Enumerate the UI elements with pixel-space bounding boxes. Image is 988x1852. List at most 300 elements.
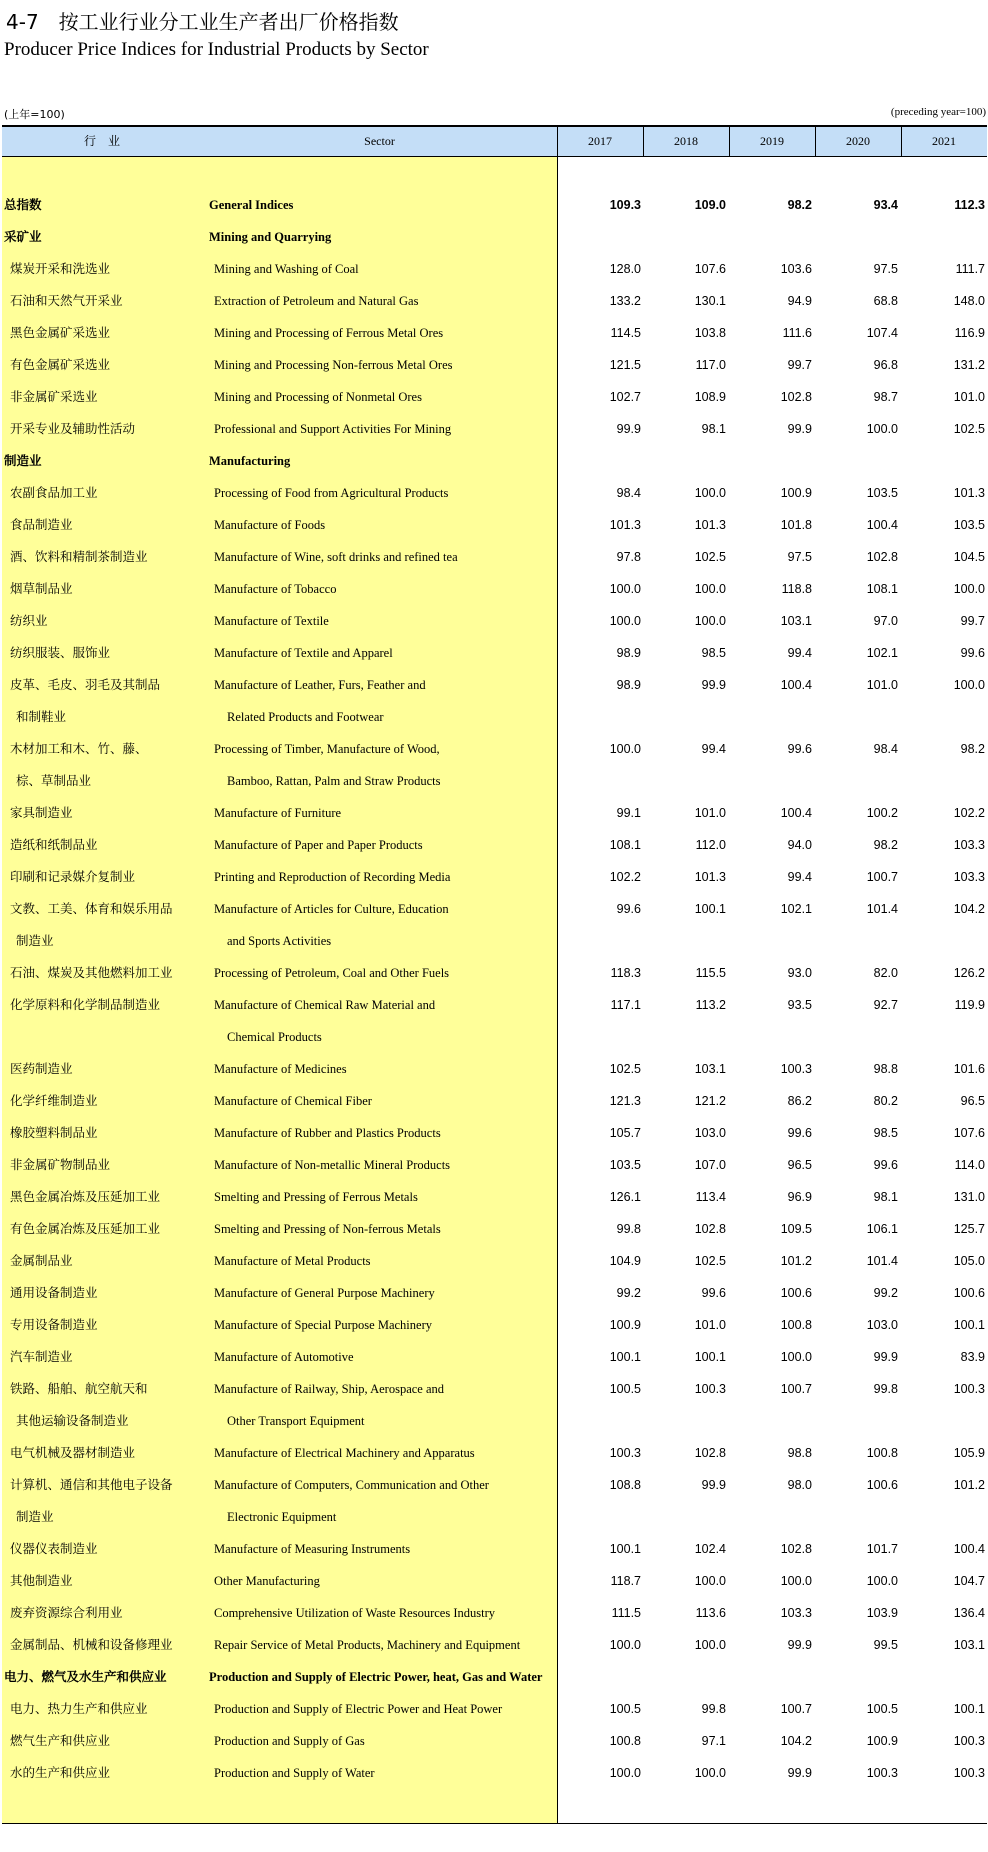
sector-name-chinese: 农副食品加工业 — [10, 485, 98, 500]
table-row — [0, 637, 988, 669]
index-value-2021: 100.6 — [953, 1286, 985, 1300]
index-value-2018: 100.0 — [694, 486, 726, 500]
index-value-2021: 101.6 — [953, 1062, 985, 1076]
table-row — [0, 221, 988, 253]
index-value-2019: 94.9 — [787, 294, 812, 308]
index-value-2018: 115.5 — [695, 966, 726, 980]
sector-name-english: Processing of Timber, Manufacture of Wood, — [214, 742, 440, 756]
index-value-2019: 98.2 — [787, 198, 812, 212]
index-value-2021: 96.5 — [960, 1094, 985, 1108]
table-row — [0, 733, 988, 788]
index-value-2019: 100.3 — [780, 1062, 812, 1076]
table-row — [0, 573, 988, 605]
index-value-2018: 100.3 — [694, 1382, 726, 1396]
index-value-2020: 98.7 — [873, 390, 898, 404]
index-value-2017: 101.3 — [609, 518, 641, 532]
table-bottom-rule — [2, 1823, 987, 1824]
sector-name-english: Manufacture of Foods — [214, 518, 326, 532]
index-value-2021: 100.3 — [953, 1382, 985, 1396]
table-row — [0, 957, 988, 989]
index-value-2019: 100.7 — [780, 1702, 812, 1716]
index-value-2017: 121.5 — [609, 358, 641, 372]
table-row — [0, 989, 988, 1044]
index-value-2020: 68.8 — [873, 294, 898, 308]
index-value-2019: 96.9 — [787, 1190, 812, 1204]
sector-name-chinese: 印刷和记录媒介复制业 — [10, 869, 136, 884]
index-value-2021: 136.4 — [953, 1606, 985, 1620]
index-value-2017: 100.5 — [609, 1702, 641, 1716]
sector-name-english-continued: Other Transport Equipment — [227, 1414, 365, 1428]
table-title-english: Producer Price Indices for Industrial Products by Sector — [4, 39, 429, 60]
index-value-2018: 97.1 — [701, 1734, 726, 1748]
index-value-2021: 100.0 — [953, 678, 985, 692]
sector-name-english: Manufacture of Chemical Raw Material and — [214, 998, 436, 1012]
table-row — [0, 1341, 988, 1373]
index-value-2018: 108.9 — [694, 390, 726, 404]
index-value-2019: 111.6 — [782, 326, 812, 340]
sector-name-english-continued: Related Products and Footwear — [227, 710, 384, 724]
sector-name-english: Smelting and Pressing of Non-ferrous Metals — [214, 1222, 441, 1236]
index-value-2018: 102.8 — [694, 1446, 726, 1460]
sector-name-chinese: 木材加工和木、竹、藤、 — [10, 741, 148, 756]
sector-name-chinese-continued: 棕、草制品业 — [16, 773, 92, 788]
index-value-2021: 131.0 — [953, 1190, 985, 1204]
sector-name-chinese: 制造业 — [4, 453, 42, 468]
index-value-2020: 101.7 — [866, 1542, 898, 1556]
table-row — [0, 1117, 988, 1149]
sector-name-chinese: 食品制造业 — [10, 517, 73, 532]
index-value-2019: 86.2 — [787, 1094, 812, 1108]
sector-name-english: Mining and Washing of Coal — [214, 262, 359, 276]
index-value-2021: 112.3 — [954, 198, 985, 212]
index-value-2017: 98.9 — [616, 646, 641, 660]
index-value-2019: 99.9 — [787, 1766, 812, 1780]
index-value-2018: 107.0 — [694, 1158, 726, 1172]
index-value-2020: 103.5 — [866, 486, 898, 500]
index-value-2018: 101.3 — [694, 518, 726, 532]
index-value-2020: 97.5 — [873, 262, 898, 276]
index-value-2021: 104.5 — [953, 550, 985, 564]
sector-name-english: Printing and Reproduction of Recording Media — [214, 870, 451, 884]
sector-name-english: Manufacture of Measuring Instruments — [214, 1542, 411, 1556]
index-value-2020: 100.3 — [866, 1766, 898, 1780]
index-value-2019: 99.6 — [787, 1126, 812, 1140]
index-value-2019: 98.0 — [787, 1478, 812, 1492]
index-value-2017: 100.0 — [609, 742, 641, 756]
sector-name-chinese: 电力、热力生产和供应业 — [10, 1701, 148, 1716]
table-row — [0, 349, 988, 381]
index-value-2018: 103.1 — [694, 1062, 726, 1076]
table-row — [0, 893, 988, 948]
index-value-2018: 112.0 — [695, 838, 726, 852]
sector-name-english: Manufacture of Railway, Ship, Aerospace and — [214, 1382, 445, 1396]
sector-name-chinese: 电气机械及器材制造业 — [10, 1445, 136, 1460]
sector-name-chinese: 金属制品业 — [10, 1253, 73, 1268]
header-year: 2021 — [932, 134, 956, 148]
index-value-2019: 102.8 — [780, 1542, 812, 1556]
sector-name-english: Manufacture of Electrical Machinery and Apparatus — [214, 1446, 475, 1460]
index-value-2017: 99.9 — [616, 422, 641, 436]
index-value-2018: 100.0 — [694, 582, 726, 596]
index-value-2018: 100.0 — [694, 614, 726, 628]
index-value-2021: 99.7 — [960, 614, 985, 628]
sector-name-chinese: 医药制造业 — [10, 1061, 73, 1076]
sector-name-chinese: 其他制造业 — [10, 1573, 73, 1588]
index-value-2018: 98.5 — [701, 646, 726, 660]
index-value-2017: 105.7 — [609, 1126, 641, 1140]
sector-name-english: Manufacture of Metal Products — [214, 1254, 371, 1268]
sector-name-chinese: 有色金属矿采选业 — [10, 357, 111, 372]
index-value-2020: 101.0 — [866, 678, 898, 692]
index-value-2017: 118.3 — [610, 966, 641, 980]
table-row — [0, 381, 988, 413]
sector-name-chinese: 黑色金属冶炼及压延加工业 — [10, 1189, 161, 1204]
index-value-2020: 98.4 — [873, 742, 898, 756]
index-value-2021: 102.2 — [953, 806, 985, 820]
table-row — [0, 1725, 988, 1757]
sector-name-english-continued: Chemical Products — [227, 1030, 322, 1044]
index-value-2021: 100.4 — [953, 1542, 985, 1556]
index-value-2017: 100.9 — [609, 1318, 641, 1332]
index-value-2020: 100.2 — [866, 806, 898, 820]
index-value-2019: 99.9 — [787, 1638, 812, 1652]
sector-name-chinese: 非金属矿物制品业 — [10, 1157, 111, 1172]
table-row — [0, 1053, 988, 1085]
index-value-2017: 111.5 — [611, 1606, 641, 1620]
sector-name-chinese: 烟草制品业 — [10, 581, 73, 596]
index-value-2017: 100.0 — [609, 582, 641, 596]
index-value-2019: 104.2 — [780, 1734, 812, 1748]
index-value-2017: 99.2 — [616, 1286, 641, 1300]
sector-name-english: Manufacture of Furniture — [214, 806, 342, 820]
header-year: 2019 — [760, 134, 784, 148]
sector-name-english: Manufacture of Medicines — [214, 1062, 347, 1076]
index-value-2018: 102.5 — [694, 550, 726, 564]
sector-name-english: Manufacture of Articles for Culture, Education — [214, 902, 449, 916]
index-value-2019: 103.1 — [780, 614, 812, 628]
sector-name-chinese: 石油、煤炭及其他燃料加工业 — [10, 965, 173, 980]
table-row — [0, 253, 988, 285]
sector-name-chinese: 水的生产和供应业 — [10, 1765, 111, 1780]
table-row — [0, 1437, 988, 1469]
index-value-2020: 103.9 — [866, 1606, 898, 1620]
sector-name-english: Manufacture of Special Purpose Machinery — [214, 1318, 432, 1332]
index-value-2019: 99.4 — [787, 646, 812, 660]
index-value-2019: 100.0 — [780, 1574, 812, 1588]
sector-name-english: Production and Supply of Water — [214, 1766, 375, 1780]
sector-name-english: Manufacture of Textile — [214, 614, 329, 628]
sector-name-chinese: 化学纤维制造业 — [10, 1093, 98, 1108]
index-value-2020: 100.9 — [866, 1734, 898, 1748]
index-value-2020: 101.4 — [866, 1254, 898, 1268]
index-value-2021: 103.3 — [953, 870, 985, 884]
index-value-2021: 83.9 — [960, 1350, 985, 1364]
sector-name-english-continued: and Sports Activities — [227, 934, 332, 948]
sector-name-chinese: 化学原料和化学制品制造业 — [10, 997, 161, 1012]
sector-name-english: Manufacture of Chemical Fiber — [214, 1094, 372, 1108]
index-value-2021: 102.5 — [953, 422, 985, 436]
sector-name-chinese: 文教、工美、体育和娱乐用品 — [10, 901, 173, 916]
sector-name-chinese: 有色金属冶炼及压延加工业 — [10, 1221, 161, 1236]
table-row — [0, 413, 988, 445]
index-value-2021: 101.0 — [953, 390, 985, 404]
sector-name-english-continued: Bamboo, Rattan, Palm and Straw Products — [227, 774, 441, 788]
index-value-2019: 93.5 — [787, 998, 812, 1012]
table-row — [0, 797, 988, 829]
sector-name-english: Production and Supply of Electric Power and Heat Power — [214, 1702, 503, 1716]
sector-name-chinese: 家具制造业 — [10, 805, 73, 820]
sector-name-english: Mining and Processing Non-ferrous Metal Ores — [214, 358, 453, 372]
sector-name-chinese: 仪器仪表制造业 — [10, 1541, 98, 1556]
index-value-2021: 119.9 — [954, 998, 985, 1012]
table-row — [0, 1309, 988, 1341]
sector-name-chinese: 酒、饮料和精制茶制造业 — [10, 549, 148, 564]
sector-name-chinese: 总指数 — [4, 197, 42, 212]
index-value-2019: 118.8 — [781, 582, 812, 596]
index-value-2019: 97.5 — [787, 550, 812, 564]
sector-name-chinese: 皮革、毛皮、羽毛及其制品 — [10, 677, 161, 692]
sector-name-chinese: 铁路、船舶、航空航天和 — [10, 1381, 148, 1396]
index-value-2021: 100.1 — [953, 1702, 985, 1716]
sector-name-chinese: 燃气生产和供应业 — [10, 1733, 111, 1748]
index-value-2018: 102.5 — [694, 1254, 726, 1268]
unit-note-chinese: (上年=100) — [4, 108, 65, 121]
index-value-2019: 101.2 — [780, 1254, 812, 1268]
table-row — [0, 477, 988, 509]
index-value-2019: 100.8 — [780, 1318, 812, 1332]
index-value-2020: 100.4 — [866, 518, 898, 532]
index-value-2019: 99.9 — [787, 422, 812, 436]
index-value-2018: 98.1 — [701, 422, 726, 436]
index-value-2017: 99.8 — [616, 1222, 641, 1236]
index-value-2021: 111.7 — [955, 262, 985, 276]
index-value-2021: 131.2 — [953, 358, 985, 372]
index-value-2020: 98.5 — [873, 1126, 898, 1140]
index-value-2019: 103.3 — [780, 1606, 812, 1620]
sector-name-chinese: 橡胶塑料制品业 — [10, 1125, 98, 1140]
table-row — [0, 1629, 988, 1661]
sector-name-chinese: 非金属矿采选业 — [10, 389, 98, 404]
table-row — [0, 285, 988, 317]
sector-name-english: Manufacture of Tobacco — [214, 582, 337, 596]
index-value-2021: 103.1 — [953, 1638, 985, 1652]
table-row — [0, 1565, 988, 1597]
index-value-2017: 126.1 — [609, 1190, 641, 1204]
index-value-2020: 96.8 — [873, 358, 898, 372]
sector-name-chinese: 采矿业 — [4, 229, 42, 244]
index-value-2017: 99.6 — [616, 902, 641, 916]
index-value-2021: 98.2 — [960, 742, 985, 756]
sector-name-english: Comprehensive Utilization of Waste Resources Industry — [214, 1606, 495, 1620]
table-row — [0, 1277, 988, 1309]
index-value-2018: 99.9 — [701, 678, 726, 692]
sector-name-english: Mining and Processing of Ferrous Metal Ores — [214, 326, 444, 340]
index-value-2020: 98.8 — [873, 1062, 898, 1076]
sector-name-chinese: 电力、燃气及水生产和供应业 — [4, 1669, 167, 1684]
index-value-2017: 104.9 — [609, 1254, 641, 1268]
index-value-2021: 116.9 — [954, 326, 985, 340]
sector-name-chinese: 计算机、通信和其他电子设备 — [10, 1477, 173, 1492]
index-value-2020: 108.1 — [866, 582, 898, 596]
index-value-2017: 100.3 — [609, 1446, 641, 1460]
sector-name-english: Manufacture of General Purpose Machinery — [214, 1286, 435, 1300]
table-row — [0, 189, 988, 221]
table-row — [0, 541, 988, 573]
index-value-2019: 100.6 — [780, 1286, 812, 1300]
index-value-2017: 103.5 — [609, 1158, 641, 1172]
index-value-2021: 101.2 — [953, 1478, 985, 1492]
sector-name-english: Manufacture of Computers, Communication and Other — [214, 1478, 489, 1492]
header-year: 2018 — [674, 134, 698, 148]
sector-name-chinese: 造纸和纸制品业 — [10, 837, 98, 852]
sector-name-english: Manufacture of Textile and Apparel — [214, 646, 393, 660]
index-value-2018: 113.2 — [695, 998, 726, 1012]
index-value-2017: 98.9 — [616, 678, 641, 692]
index-value-2020: 99.5 — [873, 1638, 898, 1652]
table-row — [0, 605, 988, 637]
index-value-2017: 100.0 — [609, 614, 641, 628]
index-value-2021: 125.7 — [953, 1222, 985, 1236]
index-value-2018: 130.1 — [694, 294, 726, 308]
table-title-chinese: 4-7 按工业行业分工业生产者出厂价格指数 — [6, 10, 399, 34]
index-value-2020: 82.0 — [873, 966, 898, 980]
index-value-2019: 103.6 — [780, 262, 812, 276]
index-value-2017: 100.5 — [609, 1382, 641, 1396]
index-value-2020: 100.6 — [866, 1478, 898, 1492]
index-value-2017: 99.1 — [616, 806, 641, 820]
header-year: 2020 — [846, 134, 870, 148]
index-value-2018: 107.6 — [694, 262, 726, 276]
index-value-2018: 102.4 — [694, 1542, 726, 1556]
index-value-2021: 100.0 — [953, 582, 985, 596]
index-value-2019: 99.6 — [787, 742, 812, 756]
sector-name-chinese: 金属制品、机械和设备修理业 — [10, 1637, 173, 1652]
table-row — [0, 669, 988, 724]
index-value-2017: 97.8 — [616, 550, 641, 564]
index-value-2019: 93.0 — [787, 966, 812, 980]
index-value-2019: 102.8 — [780, 390, 812, 404]
index-value-2018: 113.6 — [695, 1606, 726, 1620]
table-row — [0, 1373, 988, 1428]
sector-name-chinese: 汽车制造业 — [10, 1349, 73, 1364]
index-value-2020: 97.0 — [873, 614, 898, 628]
index-value-2018: 101.3 — [694, 870, 726, 884]
index-value-2021: 126.2 — [953, 966, 985, 980]
index-value-2017: 102.2 — [609, 870, 641, 884]
table-row — [0, 1213, 988, 1245]
index-value-2017: 128.0 — [609, 262, 641, 276]
index-value-2019: 100.0 — [780, 1350, 812, 1364]
sector-name-chinese-continued: 其他运输设备制造业 — [16, 1413, 129, 1428]
index-value-2020: 99.6 — [873, 1158, 898, 1172]
index-value-2020: 99.2 — [873, 1286, 898, 1300]
index-value-2018: 117.0 — [695, 358, 726, 372]
sector-name-english: Other Manufacturing — [214, 1574, 320, 1588]
index-value-2019: 100.9 — [780, 486, 812, 500]
sector-name-english: Manufacturing — [209, 454, 291, 468]
index-value-2020: 102.1 — [866, 646, 898, 660]
index-value-2019: 101.8 — [780, 518, 812, 532]
sector-name-english: Processing of Food from Agricultural Products — [214, 486, 449, 500]
sector-name-chinese: 专用设备制造业 — [10, 1317, 98, 1332]
index-value-2017: 100.0 — [609, 1766, 641, 1780]
index-value-2021: 104.2 — [953, 902, 985, 916]
index-value-2020: 100.8 — [866, 1446, 898, 1460]
index-value-2019: 109.5 — [780, 1222, 812, 1236]
sector-name-english: Professional and Support Activities For Mining — [214, 422, 452, 436]
table-row — [0, 1469, 988, 1524]
index-value-2019: 100.7 — [780, 1382, 812, 1396]
index-value-2019: 98.8 — [787, 1446, 812, 1460]
table-row — [0, 1533, 988, 1565]
index-value-2018: 99.6 — [701, 1286, 726, 1300]
index-value-2020: 80.2 — [873, 1094, 898, 1108]
index-value-2021: 105.9 — [953, 1446, 985, 1460]
index-value-2021: 107.6 — [953, 1126, 985, 1140]
sector-name-chinese: 煤炭开采和洗选业 — [10, 261, 111, 276]
index-value-2019: 102.1 — [780, 902, 812, 916]
index-value-2018: 100.1 — [694, 902, 726, 916]
index-value-2019: 100.4 — [780, 678, 812, 692]
index-value-2017: 117.1 — [610, 998, 641, 1012]
index-value-2019: 94.0 — [787, 838, 812, 852]
sector-name-english: Manufacture of Wine, soft drinks and refined tea — [214, 550, 458, 564]
index-value-2018: 103.0 — [694, 1126, 726, 1140]
sector-name-chinese-continued: 制造业 — [16, 1509, 54, 1524]
sector-name-english: Manufacture of Leather, Furs, Feather and — [214, 678, 426, 692]
index-value-2020: 100.0 — [866, 422, 898, 436]
sector-name-english: Smelting and Pressing of Ferrous Metals — [214, 1190, 418, 1204]
index-value-2018: 100.1 — [694, 1350, 726, 1364]
index-value-2021: 103.5 — [953, 518, 985, 532]
index-value-2021: 114.0 — [954, 1158, 985, 1172]
index-value-2017: 100.0 — [609, 1638, 641, 1652]
index-value-2017: 109.3 — [609, 198, 641, 212]
index-value-2021: 100.3 — [953, 1734, 985, 1748]
sector-name-chinese: 纺织业 — [10, 613, 48, 628]
index-value-2017: 102.5 — [609, 1062, 641, 1076]
index-value-2018: 102.8 — [694, 1222, 726, 1236]
index-value-2020: 100.5 — [866, 1702, 898, 1716]
index-value-2019: 99.7 — [787, 358, 812, 372]
index-value-2017: 114.5 — [610, 326, 641, 340]
table-row — [0, 1597, 988, 1629]
index-value-2018: 99.4 — [701, 742, 726, 756]
index-value-2020: 100.7 — [866, 870, 898, 884]
index-value-2021: 105.0 — [953, 1254, 985, 1268]
index-value-2017: 100.1 — [609, 1542, 641, 1556]
sector-name-english: Manufacture of Paper and Paper Products — [214, 838, 423, 852]
sector-name-english: Manufacture of Non-metallic Mineral Products — [214, 1158, 451, 1172]
index-value-2017: 98.4 — [616, 486, 641, 500]
table-row — [0, 317, 988, 349]
index-value-2018: 101.0 — [694, 1318, 726, 1332]
sector-name-english: Mining and Processing of Nonmetal Ores — [214, 390, 422, 404]
sector-name-english: Production and Supply of Electric Power, heat, Gas and Water — [209, 1670, 543, 1684]
index-value-2017: 108.8 — [609, 1478, 641, 1492]
index-value-2021: 100.1 — [953, 1318, 985, 1332]
index-value-2017: 121.3 — [609, 1094, 641, 1108]
sector-name-chinese: 黑色金属矿采选业 — [10, 325, 111, 340]
sector-name-english: Extraction of Petroleum and Natural Gas — [214, 294, 419, 308]
index-value-2020: 99.8 — [873, 1382, 898, 1396]
index-value-2020: 106.1 — [866, 1222, 898, 1236]
index-value-2018: 100.0 — [694, 1766, 726, 1780]
sector-name-english: Repair Service of Metal Products, Machinery and Equipment — [214, 1638, 521, 1652]
index-value-2018: 121.2 — [694, 1094, 726, 1108]
index-value-2020: 98.2 — [873, 838, 898, 852]
index-value-2020: 92.7 — [873, 998, 898, 1012]
